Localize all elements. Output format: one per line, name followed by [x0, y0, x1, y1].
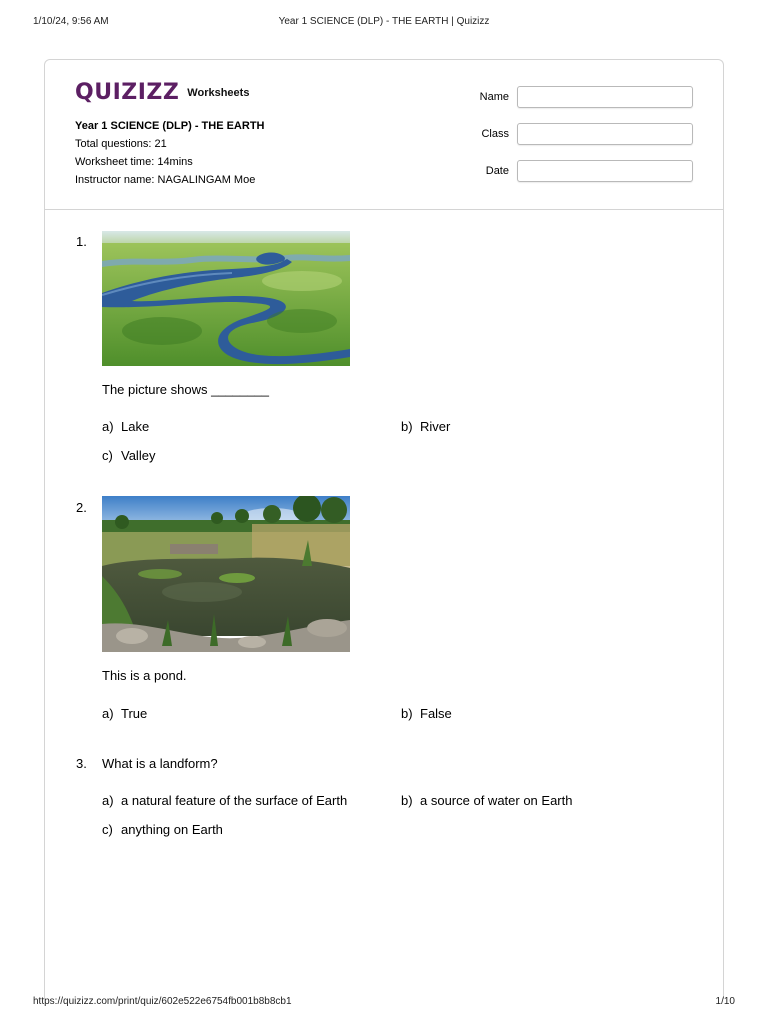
- page-number: 1/10: [715, 996, 735, 1007]
- option-a[interactable]: [102, 419, 149, 435]
- logo-subtitle: Worksheets: [187, 87, 250, 99]
- question-number: 3.: [76, 756, 87, 771]
- option-label: River: [420, 419, 451, 434]
- option-letter: a): [102, 793, 114, 808]
- pond-image: [102, 496, 350, 652]
- option-a[interactable]: [102, 793, 347, 809]
- question-text: This is a pond.: [102, 668, 187, 683]
- print-footer: [0, 996, 768, 1010]
- question-text: What is a landform?: [102, 756, 218, 771]
- option-letter: b): [401, 793, 413, 808]
- date-label: Date: [485, 165, 509, 177]
- option-label: anything on Earth: [121, 822, 223, 837]
- option-letter: c): [102, 448, 113, 463]
- class-label: Class: [481, 128, 509, 140]
- question-number: 2.: [76, 500, 87, 515]
- pond-illustration: [102, 496, 350, 652]
- option-b[interactable]: [401, 419, 450, 435]
- river-illustration: [102, 231, 350, 366]
- instructor-name: Instructor name: NAGALINGAM Moe: [75, 174, 256, 186]
- river-image: [102, 231, 350, 366]
- option-a[interactable]: [102, 706, 147, 722]
- option-label: True: [121, 706, 148, 721]
- option-b[interactable]: [401, 793, 572, 809]
- logo-wordmark: QUIZIZZ: [75, 80, 180, 105]
- total-questions: Total questions: 21: [75, 138, 167, 150]
- worksheet-header: [45, 60, 723, 210]
- option-label: False: [420, 706, 452, 721]
- question-text: The picture shows ________: [102, 382, 269, 397]
- option-letter: c): [102, 822, 113, 837]
- worksheet-page: [44, 59, 724, 999]
- option-label: Valley: [121, 448, 156, 463]
- worksheet-title: Year 1 SCIENCE (DLP) - THE EARTH: [75, 120, 265, 132]
- option-label: a source of water on Earth: [420, 793, 573, 808]
- option-label: a natural feature of the surface of Earth: [121, 793, 348, 808]
- question-number: 1.: [76, 234, 87, 249]
- name-label: Name: [479, 91, 509, 103]
- option-letter: b): [401, 419, 413, 434]
- option-letter: a): [102, 706, 114, 721]
- option-label: Lake: [121, 419, 150, 434]
- print-url[interactable]: https://quizizz.com/print/quiz/602e522e6754fb001b8b8cb1: [33, 996, 292, 1007]
- quizizz-logo: [75, 80, 249, 106]
- class-input[interactable]: [517, 123, 693, 145]
- print-datetime: 1/10/24, 9:56 AM: [33, 16, 109, 27]
- option-c[interactable]: [102, 448, 155, 464]
- option-letter: b): [401, 706, 413, 721]
- name-input[interactable]: [517, 86, 693, 108]
- print-header: [0, 16, 768, 30]
- print-title: Year 1 SCIENCE (DLP) - THE EARTH | Quizizz: [278, 16, 490, 27]
- option-letter: a): [102, 419, 114, 434]
- date-input[interactable]: [517, 160, 693, 182]
- option-b[interactable]: [401, 706, 452, 722]
- worksheet-time: Worksheet time: 14mins: [75, 156, 193, 168]
- option-c[interactable]: [102, 822, 223, 838]
